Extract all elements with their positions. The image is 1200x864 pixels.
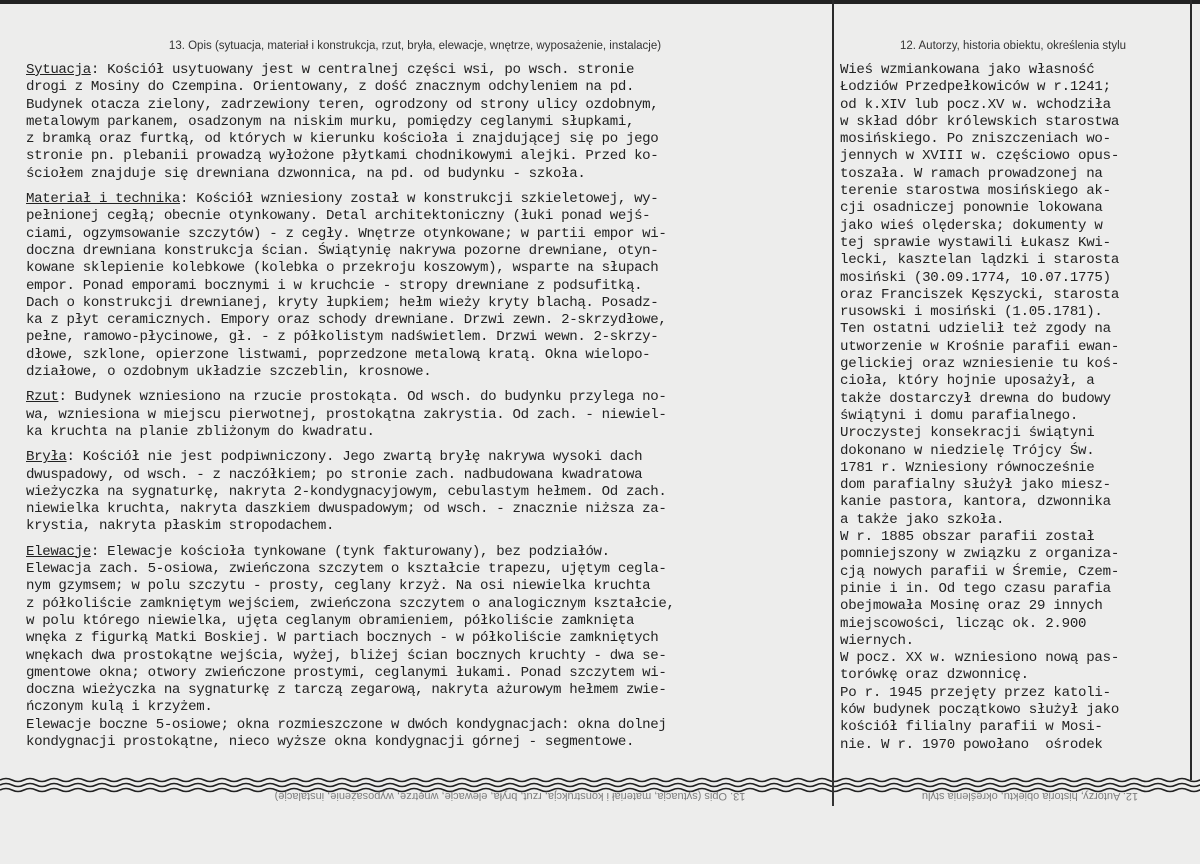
text-line: kościół filialny parafii w Mosi- [840, 719, 1103, 736]
text-line: z półkoliście zamkniętym wejściem, zwieńczona szczytem o analogicznym kształcie, [26, 595, 675, 612]
text-line: Uroczystej konsekracji świątyni [840, 425, 1095, 442]
text-line: ków budynek początkowo służył jako [840, 701, 1120, 718]
header-history: 12. Autorzy, historia obiektu, określenia stylu [899, 40, 1127, 52]
description-column [26, 62, 834, 751]
text-line: Łodziów Przedpełkowiców w r.1241; [840, 79, 1111, 96]
text-line: gmentowe okna; otwory zwieńczone prostymi, ceglanymi łukami. Ponad szczytem wi- [26, 664, 667, 681]
text-line: empor. Ponad emporami bocznymi i w kruchcie - stropy drewniane z podsufitką. [26, 277, 643, 294]
section-label: Elewacje [26, 543, 91, 560]
text-line: Materiał i technika: Kościół wzniesiony został w konstrukcji szkieletowej, wy- [26, 191, 659, 208]
section-label: Bryła [26, 449, 67, 466]
text-line: ciami, ogzymsowanie szczytów) - z cegły. Wnętrze otynkowane; w partii empor wi- [26, 225, 667, 242]
section-label: Rzut [26, 389, 59, 406]
text-line: miejscowości, licząc ok. 2.900 [840, 615, 1087, 632]
text-line: świątyni i domu parafialnego. [840, 407, 1079, 424]
text-line: kondygnacji prostokątne, nieco wyższe okna kondygnacji górnej - segmentowe. [26, 733, 635, 750]
text-line: w polu którego niewielka, ujęta ceglanym obramieniem, półkoliście zamknięta [26, 612, 635, 629]
footer-mirrored-header-left: 13. Opis (sytuacja, materiał i konstrukcja, rzut, bryła, elewacje, wnętrze, wyposażenie, instalacje) [274, 790, 746, 802]
text-line: utworzenie w Krośnie parafii ewan- [840, 338, 1120, 355]
text-line: nie. W r. 1970 powołano ośrodek [840, 736, 1103, 753]
text-line: także dostarczył drewna do budowy [840, 390, 1111, 407]
text-line: doczna wieżyczka na sygnaturkę z tarczą zegarową, nakryta ażurowym hełmem zwie- [26, 682, 667, 699]
text-line: W r. 1885 obszar parafii został [840, 529, 1095, 546]
text-line: wieżyczka na sygnaturkę, nakryta 2-kondygnacyjowym, cebulastym hełmem. Od zach. [26, 483, 667, 500]
text-line: oraz Franciszek Kęszycki, starosta [840, 286, 1120, 303]
text-line: dom parafialny służył jako miesz- [840, 477, 1111, 494]
section-label: Materiał i technika [26, 191, 181, 208]
section-material [26, 191, 834, 381]
text-line: terenie starostwa mosińskiego ak- [840, 183, 1111, 200]
text-line: Budynek otacza zielony, zadrzewiony teren, ogrodzony od strony ulicy ozdobnym, [26, 96, 659, 113]
text-line: stronie pn. plebanii prowadzą wyłożone płytkami chodnikowymi alejki. Przed ko- [26, 148, 659, 165]
text-line: mosińskiego. Po zniszczeniach wo- [840, 131, 1111, 148]
text-line: dłowe, szklone, opierzone listwami, poprzedzone metalową kratą. Okna wielopo- [26, 346, 651, 363]
text-line: pełnionej cegłą; obecnie otynkowany. Detal architektoniczny (łuki ponad wejś- [26, 208, 651, 225]
text-line: ka kruchta na planie zbliżonym do kwadratu. [26, 423, 375, 440]
section-label: Sytuacja [26, 62, 91, 78]
text-line: W pocz. XX w. wzniesiono nową pas- [840, 650, 1120, 667]
text-line: od k.XIV lub pocz.XV w. wchodziła [840, 96, 1111, 113]
text-line: toszała. W ramach prowadzonej na [840, 165, 1103, 182]
text-line: pinie i in. Od tego czasu parafia [840, 580, 1111, 597]
footer-divider [832, 778, 834, 806]
text-line: wa, wzniesiona w miejscu pierwotnej, prostokątna zakrystia. Od zach. - niewiel- [26, 406, 667, 423]
text-line: drogi z Mosiny do Czempina. Orientowany, z dość znacznym odchyleniem na pd. [26, 79, 635, 96]
text-line: w skład dóbr królewskich starostwa [840, 113, 1120, 130]
footer-mirrored-header-right: 12. Autorzy, historia obiektu, określenia stylu [921, 790, 1139, 802]
text-line: dwuspadowy, od wsch. - z naczółkiem; po stronie zach. nadbudowana kwadratowa [26, 466, 643, 483]
text-line: doczna drewniana konstrukcja ścian. Świątynię nakrywa pozorne drewniane, otyn- [26, 242, 659, 259]
text-line: jako wieś olęderska; dokumenty w [840, 217, 1103, 234]
text-line: ńczonym kulą i krzyżem. [26, 699, 213, 716]
header-description: 13. Opis (sytuacja, materiał i konstrukcja, rzut, bryła, elewacje, wnętrze, wyposażenie, instalacje) [168, 40, 662, 52]
text-line: ściołem znajduje się drewniana dzwonnica, na pd. od budynku - szkoła. [26, 165, 586, 182]
text-line: pomniejszony w związku z organiza- [840, 546, 1120, 563]
text-line: Ten ostatni udzielił też zgody na [840, 321, 1111, 338]
text-line: Rzut: Budynek wzniesiono na rzucie prostokąta. Od wsch. do budynku przylega no- [26, 389, 667, 406]
text-line: z bramką oraz furtką, od których w kierunku kościoła i znajdującej się po jego [26, 131, 659, 148]
text-line: ka z płyt ceramicznych. Empory oraz schody drewniane. Drzwi zewn. 2-skrzydłowe, [26, 312, 667, 329]
history-column [840, 62, 1190, 754]
right-border [1190, 0, 1192, 780]
text-line: krystia, nakryta płaskim stropodachem. [26, 518, 335, 535]
text-line: rusowski i mosiński (1.05.1781). [840, 304, 1103, 321]
text-line: nym gzymsem; w polu szczytu - prosty, ceglany krzyż. Na osi niewielka kruchta [26, 578, 651, 595]
text-line: wiernych. [840, 632, 914, 649]
text-line: Elewacje: Elewacje kościoła tynkowane (tynk fakturowany), bez podziałów. [26, 543, 610, 560]
text-line: torówkę oraz dzwonnicę. [840, 667, 1029, 684]
text-line: Po r. 1945 przejęty przez katoli- [840, 684, 1111, 701]
text-line: Elewacje boczne 5-osiowe; okna rozmieszczone w dwóch kondygnacjach: okna dolnej [26, 716, 667, 733]
text-line: kowane sklepienie kolebkowe (kolebka o przekroju koszowym), wsparte na słupach [26, 260, 659, 277]
text-line: Elewacja zach. 5-osiowa, zwieńczona szczytem o kształcie trapezu, ujętym cegla- [26, 561, 667, 578]
text-line: 1781 r. Wzniesiony równocześnie [840, 459, 1095, 476]
top-border [0, 0, 1200, 4]
text-line: niewielka kruchta, nakryta daszkiem dwuspadowym; od wsch. - znacznie niższa za- [26, 501, 667, 518]
text-line: obejmowała Mosinę oraz 29 innych [840, 598, 1103, 615]
text-line: gelickiej oraz wzniesienie tu koś- [840, 356, 1120, 373]
text-line: Wieś wzmiankowana jako własność [840, 62, 1095, 78]
text-line: wnękach dwa prostokątne wejścia, wyżej, bliżej ścian bocznych kruchty - dwa se- [26, 647, 667, 664]
text-line: metalowym parkanem, osadzonym na niskim murku, pomiędzy ceglanymi słupkami, [26, 113, 635, 130]
section-bryla [26, 449, 834, 535]
text-line: wnęka z figurką Matki Boskiej. W partiach bocznych - w półkoliście zamkniętych [26, 630, 659, 647]
text-line: dokonano w niedzielę Trójcy Św. [840, 442, 1095, 459]
text-line: jennych w XVIII w. częściowo opus- [840, 148, 1120, 165]
section-sytuacja [26, 62, 834, 183]
text-line: Bryła: Kościół nie jest podpiwniczony. Jego zwartą bryłę nakrywa wysoki dach [26, 449, 643, 466]
section-elewacje [26, 544, 834, 752]
text-line: cioła, który hojnie uposażył, a [840, 373, 1095, 390]
text-line: działowe, o ozdobnym układzie szczeblin, krosnowe. [26, 364, 432, 381]
text-line: tej sprawie wystawili Łukasz Kwi- [840, 234, 1111, 251]
section-rzut [26, 389, 834, 441]
text-line: pełne, ramowo-płycinowe, gł. - z półkolistym nadświetlem. Drzwi wewn. 2-skrzy- [26, 329, 659, 346]
text-line: kanie pastora, kantora, dzwonnika [840, 494, 1111, 511]
text-line: Dach o konstrukcji drewnianej, kryty łupkiem; hełm wieży kryty blachą. Posadz- [26, 294, 659, 311]
text-line: lecki, kasztelan lądzki i starosta [840, 252, 1120, 269]
text-line: a także jako szkoła. [840, 511, 1005, 528]
text-line: mosiński (30.09.1774, 10.07.1775) [840, 269, 1111, 286]
text-line: cji osadniczej ponownie lokowana [840, 200, 1103, 217]
text-line: cją nowych parafii w Śremie, Czem- [840, 563, 1120, 580]
text-line: Sytuacja: Kościół usytuowany jest w centralnej części wsi, po wsch. stronie [26, 62, 635, 78]
